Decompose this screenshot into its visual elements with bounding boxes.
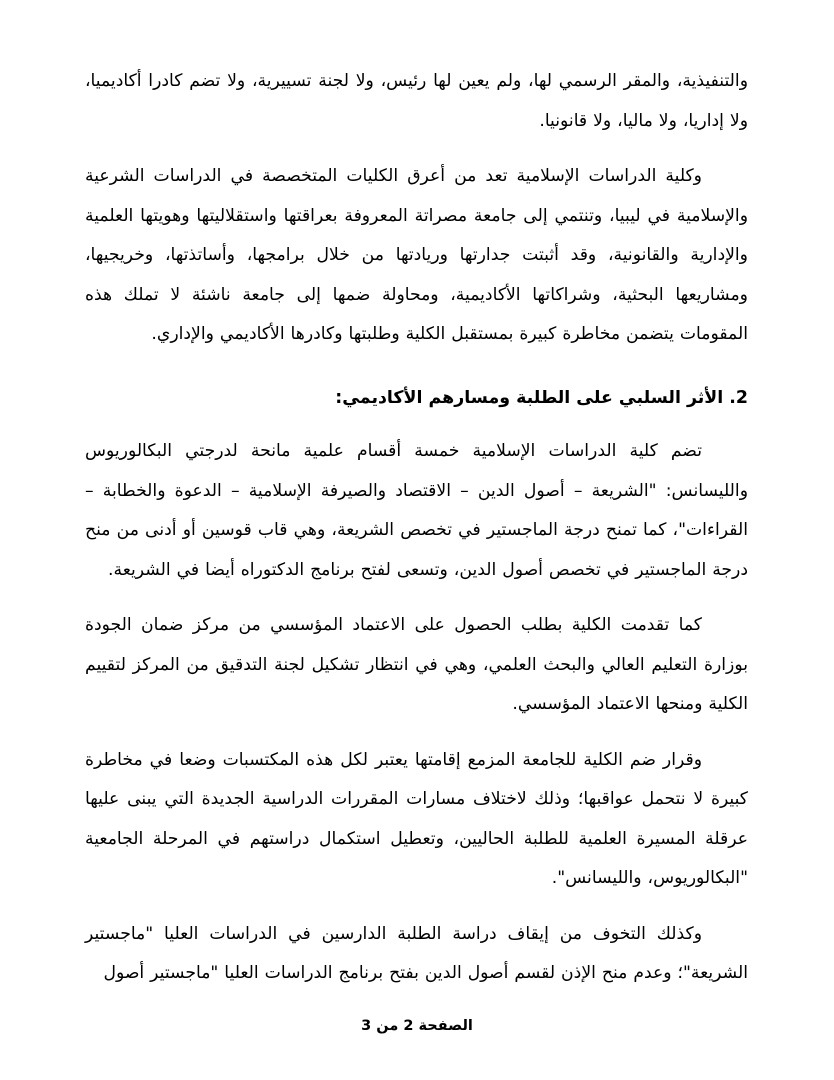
paragraph-accreditation: كما تقدمت الكلية بطلب الحصول على الاعتماد المؤسسي من مركز ضمان الجودة بوزارة التعليم العالي والبحث العلمي، وهي في انتظار تشكيل لجنة التدقيق من المركز لتقييم الكلية ومنحها الاعتماد المؤسسي. [85,615,748,714]
paragraph-college-heritage: وكلية الدراسات الإسلامية تعد من أعرق الكليات المتخصصة في الدراسات الشرعية والإسلامية في ليبيا، وتنتمي إلى جامعة مصراتة المعروفة بعراقتها واستقلاليتها وهويتها العلمية والإدارية والقانونية، وقد أثبتت جدارتها وريادتها من خلال برامجها، وأساتذتها، وخريجيها، ومشاريعها البحثية، وشراكاتها الأكاديمية، ومحاولة ضمها إلى جامعة ناشئة لا تملك هذه المقومات يتضمن مخاطرة كبيرة بمستقبل الكلية وطلبتها وكادرها الأكاديمي والإداري. [85,166,748,344]
document-body [85,62,748,994]
page-number-label: الصفحة 2 من 3 [361,1018,473,1034]
paragraph-continued: والتنفيذية، والمقر الرسمي لها، ولم يعين لها رئيس، ولا لجنة تسييرية، ولا تضم كادرا أكاديميا، ولا إداريا، ولا ماليا، ولا قانونيا. [85,71,748,131]
section-heading-2: 2. الأثر السلبي على الطلبة ومسارهم الأكاديمي: [335,387,748,408]
paragraph-departments: تضم كلية الدراسات الإسلامية خمسة أقسام علمية مانحة لدرجتي البكالوريوس والليسانس: "الشريعة – أصول الدين – الاقتصاد والصيرفة الإسلامية – الدعوة والخطابة – القراءات"، كما تمنح درجة الماجستير في تخصص الشريعة، وهي قاب قوسين أو أدنى من منح درجة الماجستير في تخصص أصول الدين، وتسعى لفتح برنامج الدكتوراه أيضا في الشريعة. [85,441,748,580]
paragraph-risk: وقرار ضم الكلية للجامعة المزمع إقامتها يعتبر لكل هذه المكتسبات وضعا في مخاطرة كبيرة لا نتحمل عواقبها؛ وذلك لاختلاف مسارات المقررات الدراسية الجديدة التي يبنى عليها عرقلة المسيرة العلمية للطلبة الحاليين، وتعطيل استكمال دراستهم في المرحلة الجامعية "البكالوريوس، والليسانس". [85,749,748,888]
page-footer [0,1016,834,1036]
paragraph-fears: وكذلك التخوف من إيقاف دراسة الطلبة الدارسين في الدراسات العليا "ماجستير الشريعة"؛ وعدم منح الإذن لقسم أصول الدين بفتح برنامج الدراسات العليا "ماجستير أصول [85,923,748,983]
